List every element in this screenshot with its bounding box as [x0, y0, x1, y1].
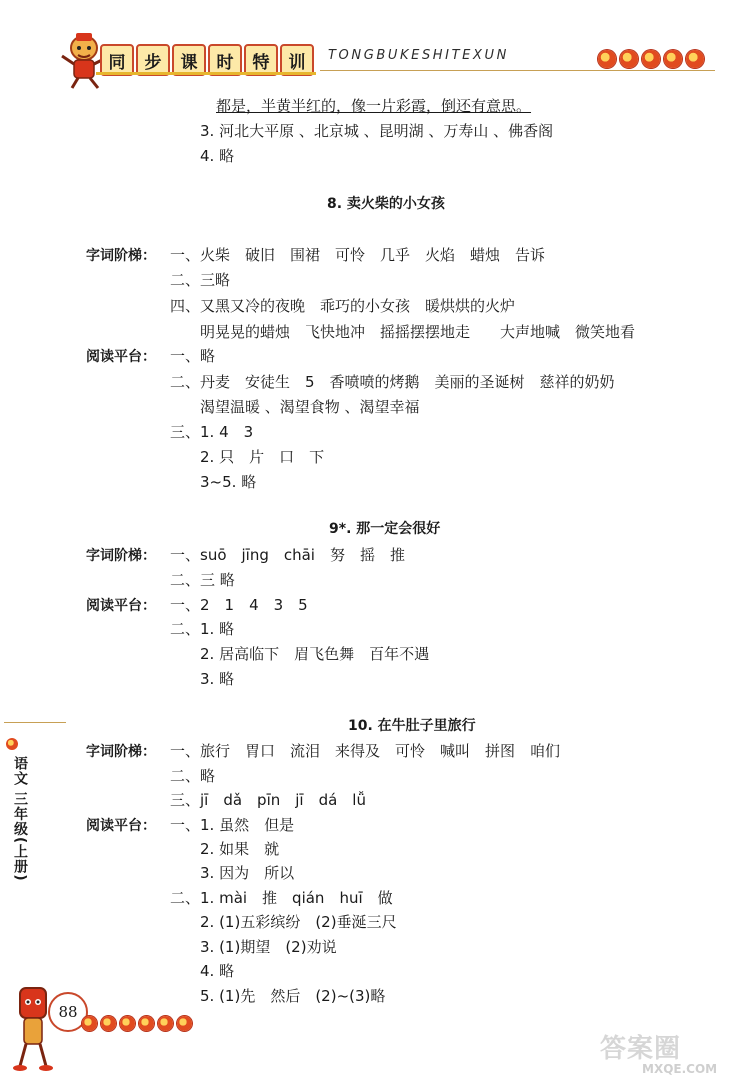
answer-line: 一、suō jīng chāi 努 摇 推: [170, 546, 405, 564]
label-word-ladder: 字词阶梯：: [86, 248, 156, 264]
watermark-url: MXQE.COM: [642, 1062, 718, 1076]
header-title-char-2: 步: [136, 44, 170, 76]
answer-line: 2. 只 片 口 下: [200, 448, 325, 466]
answer-line: 四、又黑又冷的夜晚 乖巧的小女孩 暖烘烘的火炉: [170, 297, 516, 315]
answer-line: 2. (1)五彩缤纷 (2)垂涎三尺: [200, 913, 397, 931]
label-reading-platform: 阅读平台：: [86, 349, 156, 365]
answer-line: 三、1. 4 3: [170, 423, 254, 441]
header-title-char-5: 特: [244, 44, 278, 76]
answer-line: 二、1. mài 推 qián huī 做: [170, 889, 393, 907]
footer-dots: [82, 1016, 192, 1031]
answer-line: 3. 河北大平原 、北京城 、昆明湖 、万寿山 、佛香阁: [200, 122, 554, 140]
header-dots: [598, 50, 704, 68]
answer-line: 二、三略: [170, 271, 231, 289]
answer-line: 一、略: [170, 347, 216, 365]
dot-icon: [139, 1016, 154, 1031]
answer-line: 明晃晃的蜡烛 飞快地冲 摇摇摆摆地走 大声地喊 微笑地看: [200, 323, 636, 341]
label-word-ladder: 字词阶梯：: [86, 744, 156, 760]
watermark: 答案圈: [600, 1034, 682, 1064]
dot-icon: [686, 50, 704, 68]
lesson-title-10: 10. 在牛肚子里旅行: [348, 718, 476, 734]
lesson-title-9: 9*. 那一定会很好: [329, 521, 441, 537]
answer-line: 一、1. 虽然 但是: [170, 816, 295, 834]
answer-line: 二、三 略: [170, 571, 235, 589]
answer-line: 三、jī dǎ pīn jī dá lǚ: [170, 791, 366, 809]
dot-icon: [664, 50, 682, 68]
dot-icon: [642, 50, 660, 68]
label-word-ladder: 字词阶梯：: [86, 548, 156, 564]
answer-line: 二、略: [170, 767, 216, 785]
dot-icon: [177, 1016, 192, 1031]
answer-line: 4. 略: [200, 962, 235, 980]
answer-line: 二、1. 略: [170, 620, 235, 638]
side-rule: [4, 722, 66, 723]
label-reading-platform: 阅读平台：: [86, 818, 156, 834]
answer-line: 4. 略: [200, 147, 235, 165]
subject-grade-label: 语文 三年级(上册): [12, 756, 28, 882]
answer-line: 3. 因为 所以: [200, 864, 295, 882]
header-title-char-3: 课: [172, 44, 206, 76]
answer-line: 一、火柴 破旧 围裙 可怜 几乎 火焰 蜡烛 告诉: [170, 246, 546, 264]
header-rule: [320, 70, 715, 71]
header-title-char-4: 时: [208, 44, 242, 76]
header-title-char-6: 训: [280, 44, 314, 76]
answer-line: 2. 如果 就: [200, 840, 280, 858]
answer-line: 3. 略: [200, 670, 235, 688]
answer-line: 渴望温暖 、渴望食物 、渴望幸福: [200, 398, 420, 416]
page-number: 88: [48, 992, 88, 1032]
lesson-title-8: 8. 卖火柴的小女孩: [327, 196, 445, 212]
answer-line: 2. 居高临下 眉飞色舞 百年不遇: [200, 645, 430, 663]
dot-icon: [6, 738, 18, 750]
answer-line: 都是，半黄半红的，像一片彩霞，倒还有意思。: [216, 97, 532, 115]
footer-mascot-illustration: [12, 982, 56, 1074]
dot-icon: [82, 1016, 97, 1031]
answer-line: 二、丹麦 安徒生 5 香喷喷的烤鹅 美丽的圣诞树 慈祥的奶奶: [170, 373, 615, 391]
dot-icon: [101, 1016, 116, 1031]
answer-line: 一、旅行 胃口 流泪 来得及 可怜 喊叫 拼图 咱们: [170, 742, 561, 760]
answer-line: 5. (1)先 然后 (2)~(3)略: [200, 987, 386, 1005]
page-header: [0, 0, 750, 100]
dot-icon: [158, 1016, 173, 1031]
header-underline: [96, 72, 316, 75]
answer-line: 一、2 1 4 3 5: [170, 596, 308, 614]
label-reading-platform: 阅读平台：: [86, 598, 156, 614]
answer-line: 3. (1)期望 (2)劝说: [200, 938, 337, 956]
dot-icon: [598, 50, 616, 68]
dot-icon: [620, 50, 638, 68]
header-pinyin: TONGBUKESHITEXUN: [328, 48, 509, 63]
dot-icon: [120, 1016, 135, 1031]
header-title-char-1: 同: [100, 44, 134, 76]
answer-line: 3~5. 略: [200, 473, 257, 491]
